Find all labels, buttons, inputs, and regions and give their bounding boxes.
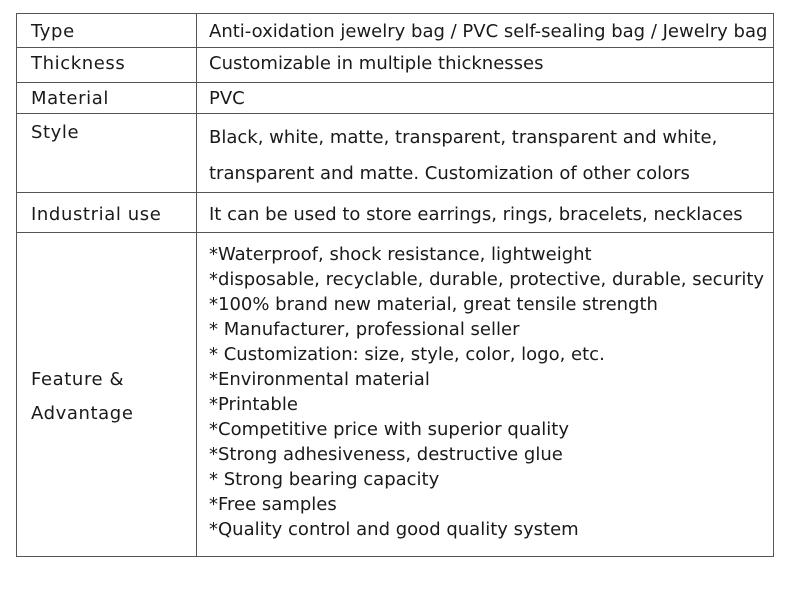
table-row-type	[17, 14, 774, 48]
feature-item: *Waterproof, shock resistance, lightweight	[209, 244, 592, 265]
material-label: Material	[31, 88, 109, 109]
type-label: Type	[31, 21, 75, 42]
feature-item: *Competitive price with superior quality	[209, 419, 570, 440]
feature-item: *Free samples	[209, 494, 337, 515]
industrial-use-value: It can be used to store earrings, rings, bracelets, necklaces	[209, 204, 743, 225]
value-cell-type	[197, 14, 774, 48]
table-row-feature-advantage	[17, 233, 774, 557]
label-cell-industrial-use	[17, 193, 197, 233]
feature-item: *100% brand new material, great tensile strength	[209, 294, 658, 315]
table-row-material	[17, 83, 774, 114]
style-value-line-2: transparent and matte. Customization of other colors	[209, 163, 690, 184]
feature-label-line-2: Advantage	[31, 403, 134, 424]
type-value: Anti-oxidation jewelry bag / PVC self-sealing bag / Jewelry bag	[209, 21, 768, 42]
value-cell-style	[197, 114, 774, 193]
label-cell-type	[17, 14, 197, 48]
feature-item: * Strong bearing capacity	[209, 469, 440, 490]
table-row-thickness	[17, 48, 774, 83]
feature-list	[209, 233, 773, 542]
table-row-style	[17, 114, 774, 193]
label-cell-material	[17, 83, 197, 114]
style-value-line-1: Black, white, matte, transparent, transparent and white,	[209, 127, 718, 148]
value-cell-material	[197, 83, 774, 114]
feature-label-line-1: Feature &	[31, 369, 125, 390]
material-value: PVC	[209, 88, 245, 109]
value-cell-thickness	[197, 48, 774, 83]
industrial-use-label: Industrial use	[31, 204, 162, 225]
feature-item: *disposable, recyclable, durable, protective, durable, security	[209, 269, 765, 290]
label-cell-style	[17, 114, 197, 193]
thickness-value: Customizable in multiple thicknesses	[209, 53, 544, 74]
feature-item: *Printable	[209, 394, 298, 415]
table-row-industrial-use	[17, 193, 774, 233]
style-label: Style	[31, 122, 80, 143]
feature-item: *Environmental material	[209, 369, 430, 390]
feature-item: * Customization: size, style, color, logo, etc.	[209, 344, 605, 365]
feature-item: *Strong adhesiveness, destructive glue	[209, 444, 563, 465]
value-cell-industrial-use	[197, 193, 774, 233]
value-cell-feature-advantage	[197, 233, 774, 557]
product-spec-table	[16, 13, 774, 557]
thickness-label: Thickness	[31, 53, 126, 74]
label-cell-feature-advantage	[17, 233, 197, 557]
feature-advantage-label	[31, 233, 196, 431]
feature-item: * Manufacturer, professional seller	[209, 319, 520, 340]
style-value	[209, 114, 773, 192]
label-cell-thickness	[17, 48, 197, 83]
feature-item: *Quality control and good quality system	[209, 519, 579, 540]
